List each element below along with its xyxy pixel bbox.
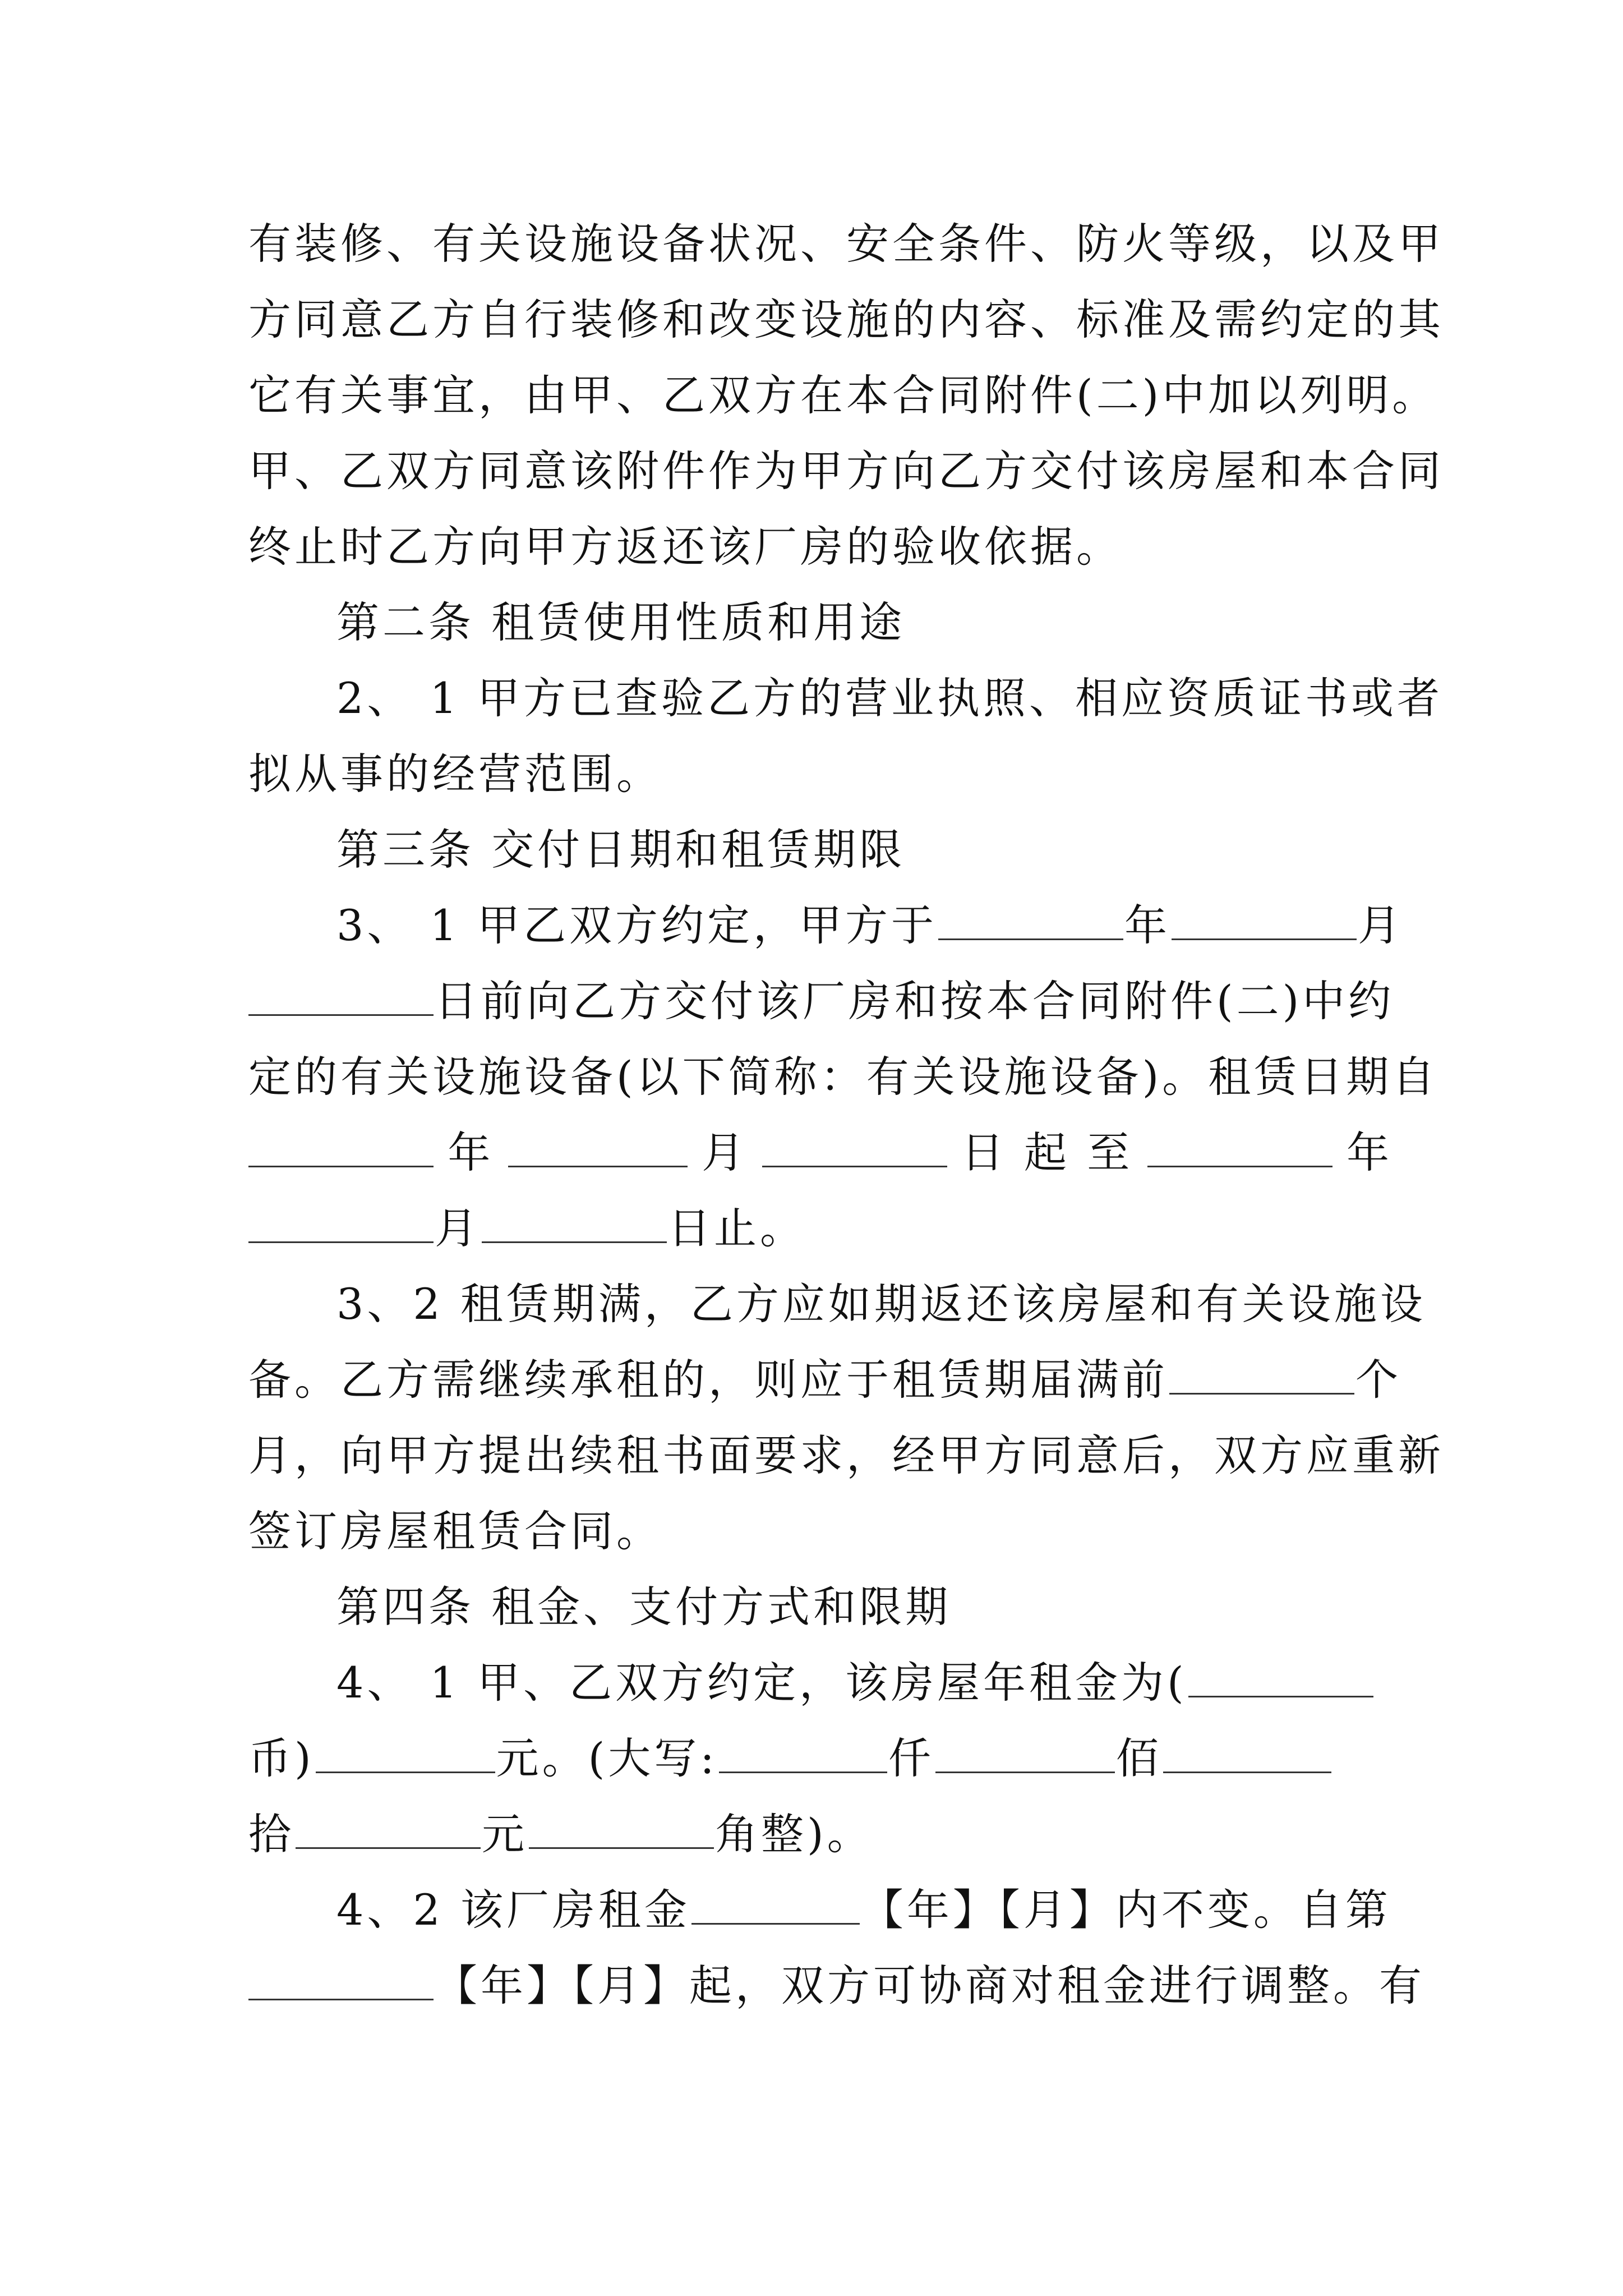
clause-text: 月 — [702, 1128, 748, 1177]
clause-line: 月，向甲方提出续租书面要求，经甲方同意后，双方应重新 — [248, 1430, 1444, 1480]
fill-blank — [508, 1132, 688, 1167]
text-line: 它有关事宜，由甲、乙双方在本合同附件(二)中加以列明。 — [248, 370, 1438, 420]
fill-blank — [935, 1738, 1115, 1773]
fill-blank — [719, 1738, 887, 1773]
clause-text: 4、2 该厂房租金 — [336, 1885, 690, 1935]
clause-line — [248, 1125, 1393, 1181]
article-heading: 第二条 租赁使用性质和用途 — [336, 597, 906, 647]
fill-blank — [248, 1965, 434, 2000]
fill-blank — [1188, 1662, 1373, 1697]
clause-text: 月 — [1358, 900, 1404, 950]
fill-blank — [248, 1208, 434, 1243]
clause-line: 3、2 租赁期满，乙方应如期返还该房屋和有关设施设 — [336, 1279, 1426, 1329]
clause-text: 元。(大写: — [496, 1733, 718, 1783]
clause-text: 年 — [1124, 900, 1171, 950]
clause-text: 元 — [482, 1809, 528, 1859]
clause-line — [336, 1655, 1393, 1711]
clause-line — [248, 973, 1393, 1029]
clause-text: 仟 — [888, 1733, 934, 1783]
clause-text: 个 — [1355, 1355, 1401, 1405]
text-line: 终止时乙方向甲方返还该厂房的验收依据。 — [248, 522, 1122, 572]
clause-line: 定的有关设施设备(以下简称：有关设施设备)。租赁日期自 — [248, 1052, 1438, 1102]
clause-text: 【年】【月】内不变。自第 — [860, 1885, 1391, 1935]
fill-blank — [529, 1814, 714, 1849]
clause-text: 月 — [435, 1203, 481, 1253]
clause-text: 备。乙方需继续承租的，则应于租赁期届满前 — [248, 1355, 1168, 1405]
article-heading: 第四条 租金、支付方式和限期 — [336, 1582, 952, 1632]
text-line: 有装修、有关设施设备状况、安全条件、防火等级，以及甲 — [248, 219, 1444, 269]
fill-blank — [482, 1208, 667, 1243]
fill-blank — [1163, 1738, 1331, 1773]
clause-line: 2、 1 甲方已查验乙方的营业执照、相应资质证书或者 — [336, 673, 1444, 723]
article-heading: 第三条 交付日期和租赁期限 — [336, 825, 906, 875]
clause-text: 【年】【月】起，双方可协商对租金进行调整。有 — [435, 1961, 1425, 2010]
clause-line — [248, 1731, 1393, 1787]
clause-text: 日 起 至 — [961, 1128, 1133, 1177]
clause-line — [336, 898, 1404, 954]
clause-text: 日止。 — [668, 1203, 806, 1253]
clause-text: 佰 — [1115, 1733, 1162, 1783]
fill-blank — [938, 905, 1123, 940]
fill-blank — [691, 1889, 860, 1925]
clause-line — [248, 1806, 1393, 1862]
fill-blank — [1147, 1132, 1332, 1167]
fill-blank — [1172, 905, 1357, 940]
clause-line — [336, 1882, 1393, 1938]
fill-blank — [762, 1132, 947, 1167]
clause-text: 年 — [448, 1128, 494, 1177]
fill-blank — [248, 1132, 434, 1167]
clause-text: 4、 1 甲、乙双方约定，该房屋年租金为( — [336, 1658, 1187, 1708]
fill-blank — [248, 981, 434, 1016]
clause-text: 3、 1 甲乙双方约定，甲方于 — [336, 900, 938, 950]
clause-line — [248, 1352, 1401, 1408]
date-range-row — [248, 1125, 1393, 1181]
clause-text: 日前向乙方交付该厂房和按本合同附件(二)中约 — [435, 976, 1395, 1026]
fill-blank — [1169, 1359, 1354, 1395]
clause-text: 角整)。 — [715, 1809, 873, 1859]
clause-text: 年 — [1346, 1128, 1393, 1177]
clause-line: 拟从事的经营范围。 — [248, 749, 662, 799]
clause-line — [248, 1200, 1393, 1257]
clause-text: 拾 — [248, 1809, 294, 1859]
clause-text: 币) — [248, 1733, 315, 1783]
text-line: 方同意乙方自行装修和改变设施的内容、标准及需约定的其 — [248, 295, 1444, 344]
clause-line: 签订房屋租赁合同。 — [248, 1506, 662, 1556]
fill-blank — [296, 1814, 481, 1849]
clause-line — [248, 1958, 1425, 2014]
text-line: 甲、乙双方同意该附件作为甲方向乙方交付该房屋和本合同 — [248, 446, 1444, 496]
fill-blank — [316, 1738, 495, 1773]
